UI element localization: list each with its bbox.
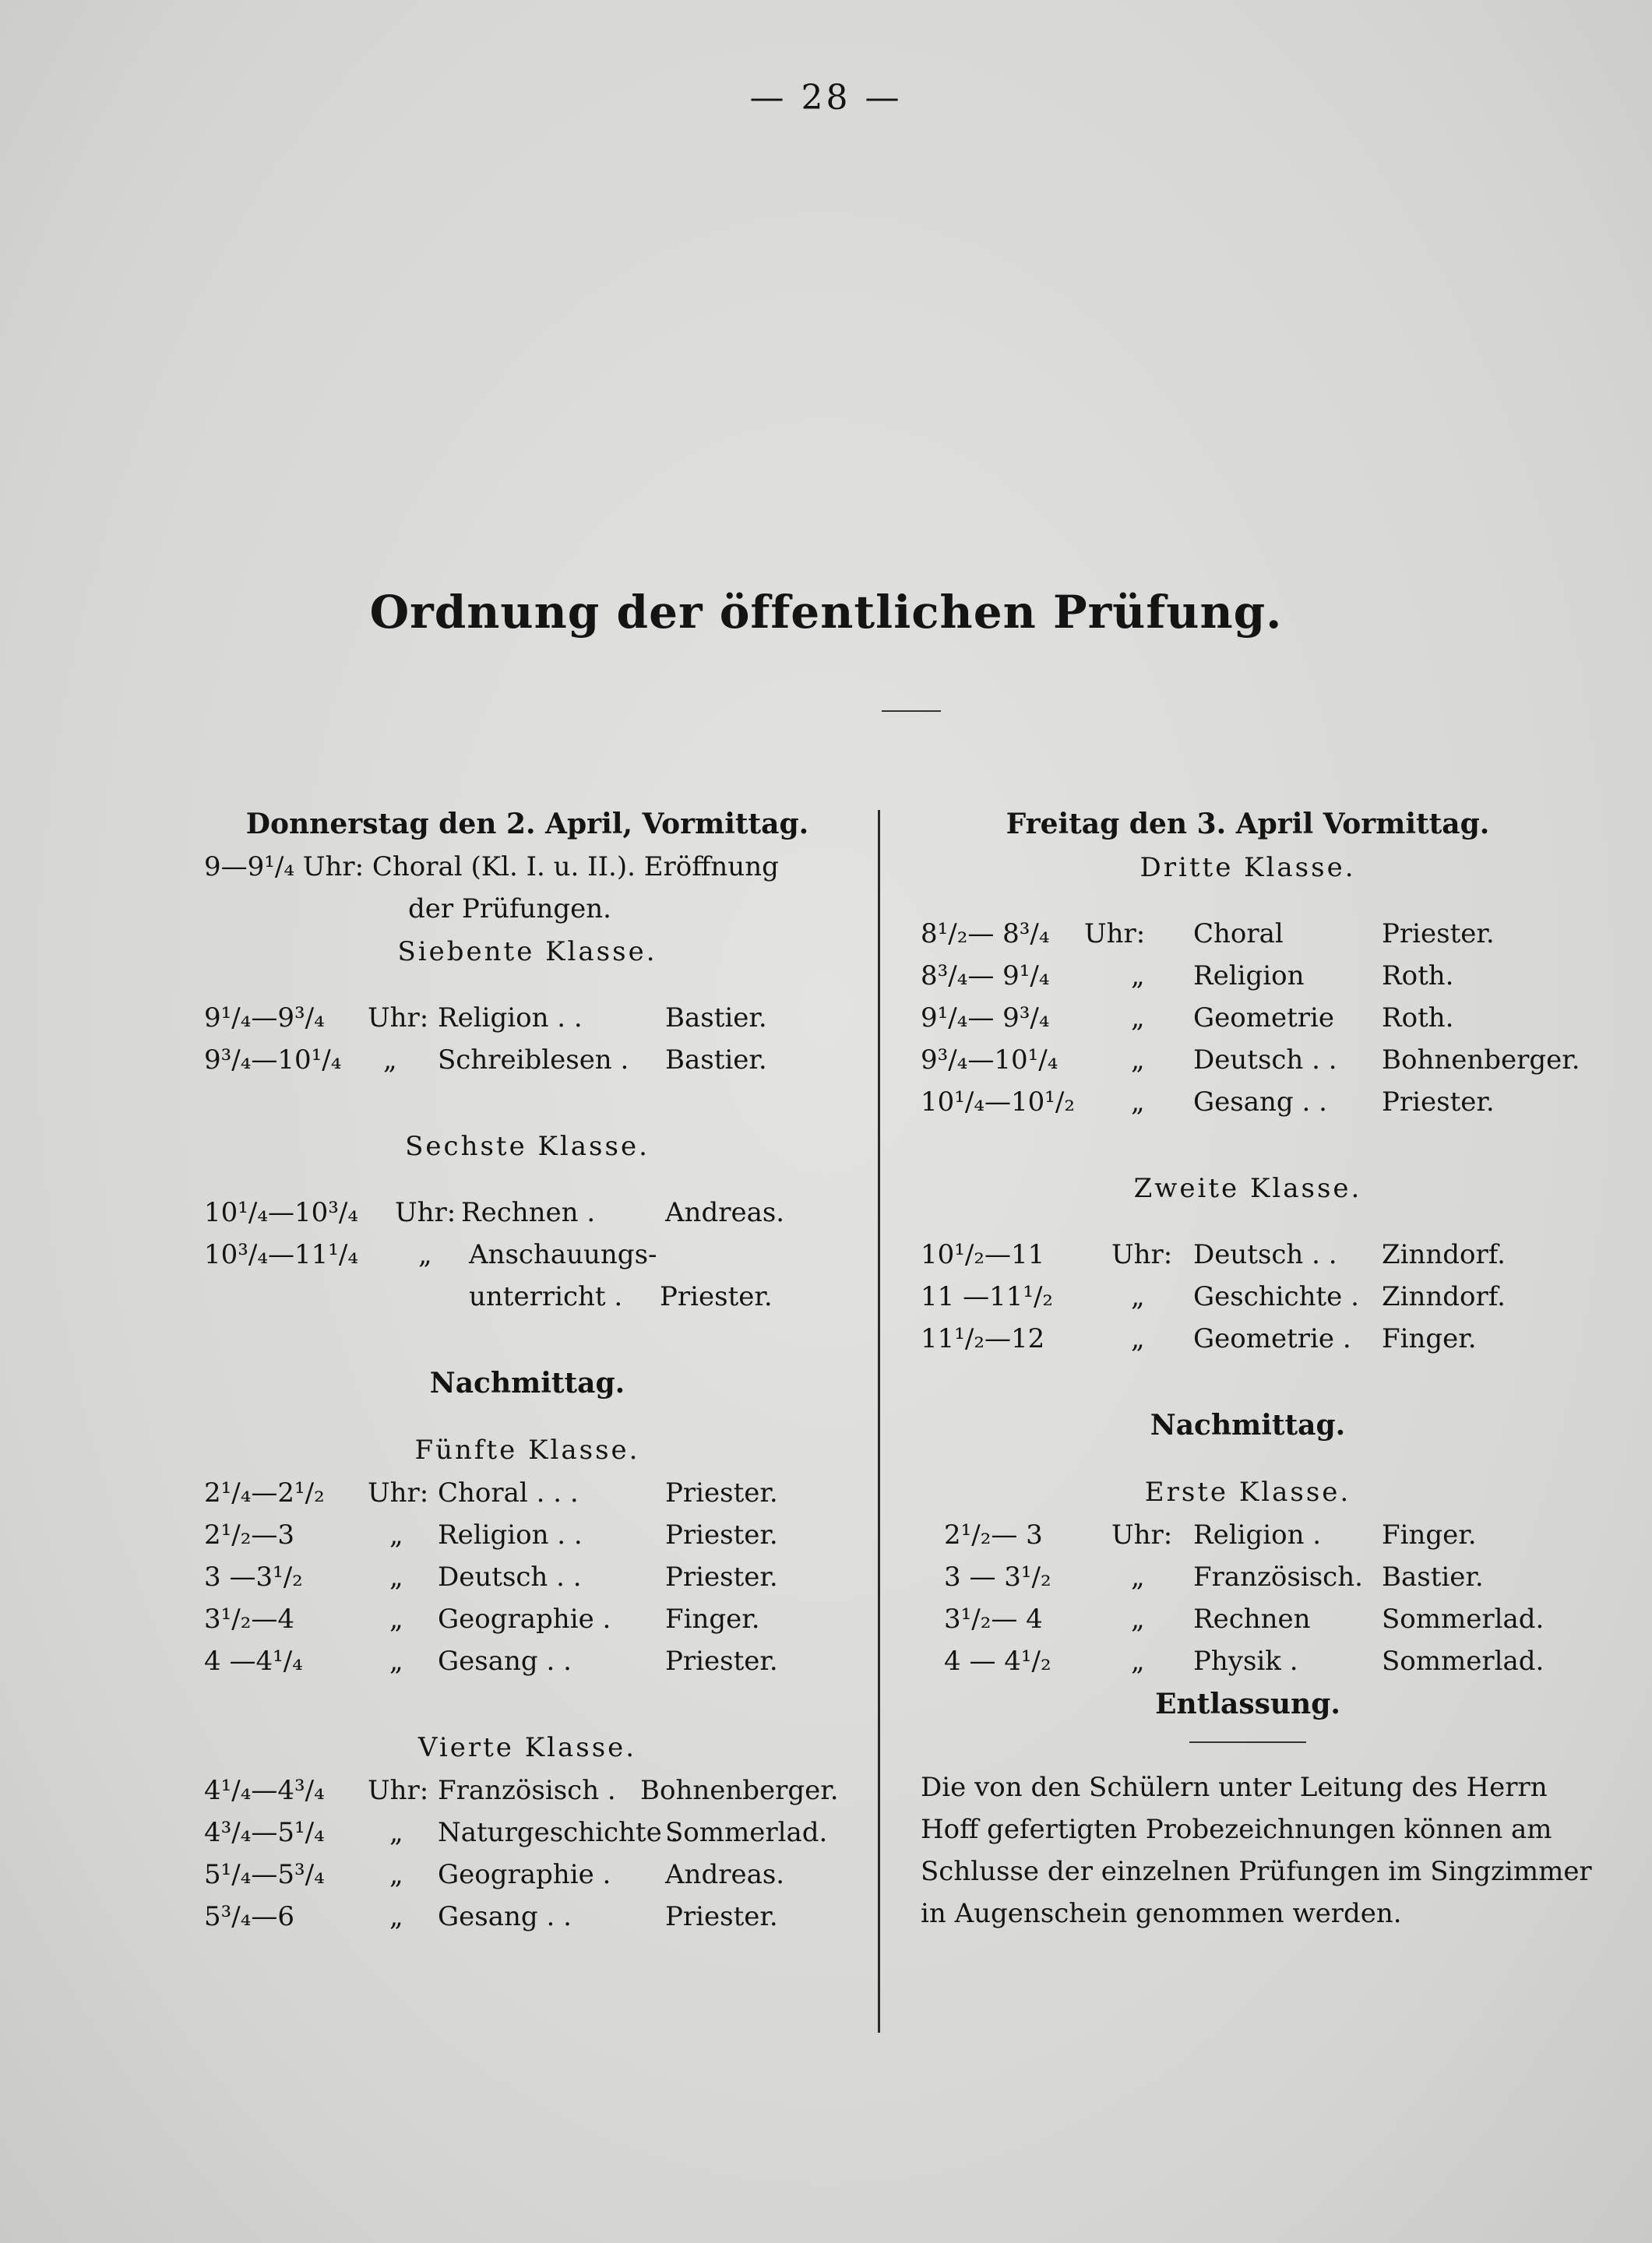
time: 4³/₄—5¹/₄ [204,1817,325,1848]
subject: Religion . . [438,1519,583,1551]
teacher: Zinndorf. [1382,1239,1506,1270]
unit: „ [1131,1044,1145,1076]
time: 9¹/₄— 9³/₄ [921,1002,1050,1033]
teacher: Sommerlad. [665,1817,828,1848]
section-rule [1189,1741,1306,1743]
schedule-row [921,997,1575,1039]
opening-line-1: 9—9¹/₄ Uhr: Choral (Kl. I. u. II.). Eröffnung [204,851,779,882]
subject: Naturgeschichte . [438,1817,679,1848]
time: 11¹/₂—12 [921,1323,1045,1354]
schedule-row [204,1896,851,1938]
unit: „ [1131,1604,1145,1635]
unit: Uhr: [395,1197,456,1228]
teacher: Andreas. [665,1859,785,1890]
schedule-row [204,1812,851,1854]
schedule-row [204,1234,851,1276]
schedule-row [204,1556,851,1598]
teacher: Finger. [1382,1519,1477,1551]
unit: „ [389,1817,403,1848]
afternoon-heading-right: Nachmittag. [1150,1409,1346,1442]
teacher: Priester. [1382,918,1495,949]
drawing-exhibition-note [921,1766,1592,1935]
teacher: Finger. [1382,1323,1477,1354]
subject: Physik . [1193,1646,1298,1677]
time: 5³/₄—6 [204,1901,294,1932]
subject: Französisch . [438,1775,616,1806]
schedule-row [204,1769,851,1812]
unit: „ [1131,1002,1145,1033]
schedule-row [204,1276,851,1318]
unit: Uhr: [368,1775,429,1806]
teacher: Zinndorf. [1382,1281,1506,1312]
teacher: Priester. [665,1562,778,1593]
time: 8¹/₂— 8³/₄ [921,918,1050,949]
time: 3¹/₂— 4 [944,1604,1043,1635]
subject: Rechnen [1193,1604,1311,1635]
note-line: Schlusse der einzelnen Prüfungen im Singzimmer [921,1856,1592,1887]
teacher: Priester. [660,1281,773,1312]
unit: Uhr: [368,1477,429,1509]
subject: Schreiblesen . [438,1044,629,1076]
time: 2¹/₄—2¹/₂ [204,1477,325,1509]
teacher: Bastier. [665,1002,767,1033]
klasse-3-heading: Dritte Klasse. [1139,852,1356,883]
subject: Geschichte . [1193,1281,1359,1312]
unit: „ [389,1646,403,1677]
schedule-row [921,1234,1575,1276]
unit: „ [1131,960,1145,991]
unit: „ [389,1519,403,1551]
klasse-7-heading: Siebente Klasse. [397,936,657,967]
schedule-row [204,1192,851,1234]
page-title: Ordnung der öffentlichen Prüfung. [369,586,1283,639]
unit: „ [389,1604,403,1635]
dismissal-heading: Entlassung. [1155,1688,1340,1720]
teacher: Bohnenberger. [640,1775,839,1806]
opening-line-2: der Prüfungen. [408,893,611,924]
time: 2¹/₂— 3 [944,1519,1043,1551]
unit: „ [418,1239,432,1270]
unit: „ [383,1044,397,1076]
time: 10¹/₂—11 [921,1239,1045,1270]
subject: Deutsch . . [438,1562,582,1593]
day-header-thursday: Donnerstag den 2. April, Vormittag. [245,808,809,840]
teacher: Priester. [665,1901,778,1932]
teacher: Sommerlad. [1382,1646,1545,1677]
note-line: Die von den Schülern unter Leitung des Herrn [921,1772,1548,1803]
subject: Französisch. [1193,1562,1363,1593]
schedule-row [204,997,851,1039]
note-line: in Augenschein genommen werden. [921,1898,1402,1929]
schedule-row [921,955,1575,997]
right-column [921,802,1592,1935]
subject: unterricht . [469,1281,623,1312]
subject: Choral . . . [438,1477,579,1509]
subject: Gesang . . [1193,1086,1327,1118]
time: 5¹/₄—5³/₄ [204,1859,325,1890]
time: 4 —4¹/₄ [204,1646,303,1677]
time: 8³/₄— 9¹/₄ [921,960,1050,991]
subject: Geometrie . [1193,1323,1351,1354]
schedule-row [921,1556,1575,1598]
time: 2¹/₂—3 [204,1519,294,1551]
time: 4 — 4¹/₂ [944,1646,1051,1677]
unit: Uhr: [1111,1239,1173,1270]
note-line: Hoff gefertigten Probezeichnungen können am [921,1814,1552,1845]
teacher: Andreas. [665,1197,785,1228]
klasse-5-heading: Fünfte Klasse. [414,1435,640,1466]
page-number: — 28 — [749,78,903,118]
time: 10³/₄—11¹/₄ [204,1239,358,1270]
unit: „ [389,1859,403,1890]
teacher: Finger. [665,1604,760,1635]
subject: Religion . . [438,1002,583,1033]
time: 4¹/₄—4³/₄ [204,1775,325,1806]
subject: Choral [1193,918,1284,949]
teacher: Priester. [1382,1086,1495,1118]
schedule-row [204,1854,851,1896]
subject: Geographie . [438,1859,611,1890]
unit: „ [1131,1281,1145,1312]
unit: „ [1131,1323,1145,1354]
subject: Anschauungs- [469,1239,657,1270]
teacher: Priester. [665,1477,778,1509]
time: 9³/₄—10¹/₄ [204,1044,342,1076]
teacher: Bastier. [1382,1562,1484,1593]
teacher: Roth. [1382,1002,1454,1033]
teacher: Sommerlad. [1382,1604,1545,1635]
schedule-row [204,1472,851,1514]
left-column [204,802,851,1938]
subject: Religion . [1193,1519,1322,1551]
klasse-1-heading: Erste Klasse. [1144,1477,1351,1508]
title-rule [882,710,941,712]
klasse-4-heading: Vierte Klasse. [417,1732,637,1763]
time: 10¹/₄—10³/₄ [204,1197,358,1228]
schedule-row [921,1598,1575,1640]
schedule-row [921,1318,1575,1360]
time: 10¹/₄—10¹/₂ [921,1086,1075,1118]
unit: „ [389,1562,403,1593]
subject: Deutsch . . [1193,1239,1337,1270]
column-divider [878,810,880,2033]
teacher: Bastier. [665,1044,767,1076]
time: 3¹/₂—4 [204,1604,294,1635]
subject: Deutsch . . [1193,1044,1337,1076]
time: 9³/₄—10¹/₄ [921,1044,1058,1076]
schedule-row [921,1514,1575,1556]
unit: Uhr: [368,1002,429,1033]
subject: Geographie . [438,1604,611,1635]
unit: „ [1131,1086,1145,1118]
unit: „ [1131,1646,1145,1677]
schedule-row [921,1276,1575,1318]
schedule-row [204,1598,851,1640]
teacher: Bohnenberger. [1382,1044,1580,1076]
time: 11 —11¹/₂ [921,1281,1054,1312]
teacher: Priester. [665,1519,778,1551]
schedule-row [204,1039,851,1081]
unit: Uhr: [1084,918,1146,949]
klasse-6-heading: Sechste Klasse. [405,1131,650,1162]
teacher: Priester. [665,1646,778,1677]
time: 9¹/₄—9³/₄ [204,1002,325,1033]
teacher: Roth. [1382,960,1454,991]
subject: Rechnen . [461,1197,596,1228]
day-header-friday: Freitag den 3. April Vormittag. [1006,808,1490,840]
klasse-2-heading: Zweite Klasse. [1133,1173,1362,1204]
unit: Uhr: [1111,1519,1173,1551]
unit: „ [389,1901,403,1932]
unit: „ [1131,1562,1145,1593]
schedule-row [921,913,1575,955]
schedule-row [204,1640,851,1682]
subject: Geometrie [1193,1002,1335,1033]
afternoon-heading-left: Nachmittag. [429,1367,625,1400]
subject: Gesang . . [438,1646,572,1677]
time: 3 — 3¹/₂ [944,1562,1051,1593]
subject: Religion [1193,960,1305,991]
opening-entry [204,846,851,930]
schedule-row [921,1081,1575,1123]
time: 3 —3¹/₂ [204,1562,303,1593]
schedule-row [921,1039,1580,1081]
subject: Gesang . . [438,1901,572,1932]
schedule-row [921,1640,1575,1682]
schedule-row [204,1514,851,1556]
